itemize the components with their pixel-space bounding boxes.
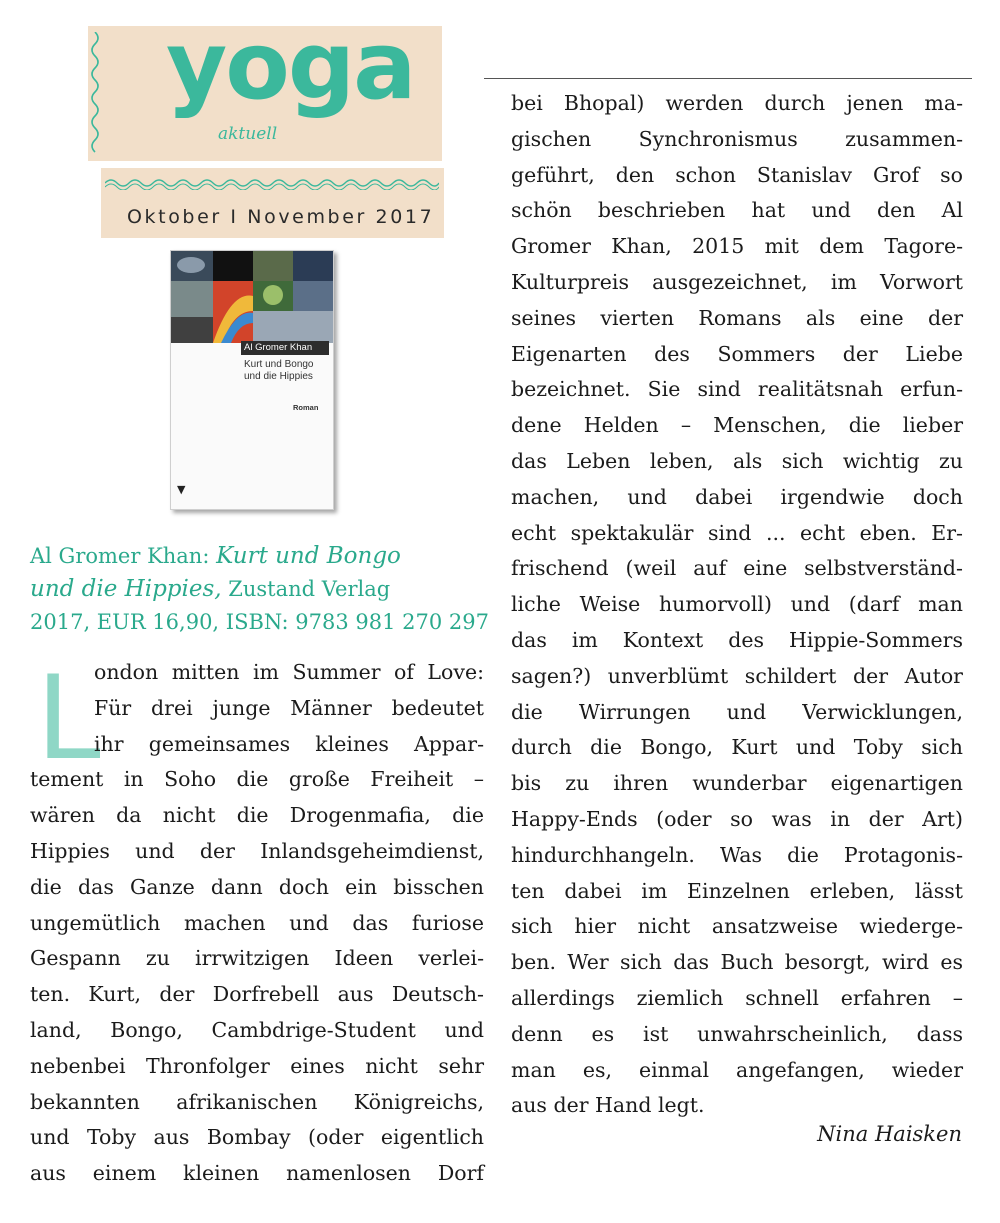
article-line: frischend (weil auf eine selbstverständ-: [511, 556, 963, 581]
credit-publisher: Zustand Verlag: [221, 577, 391, 601]
article-line: Kulturpreis ausgezeichnet, im Vorwort: [511, 269, 963, 294]
article-line: land, Bongo, Cambdrige-Student und: [30, 1017, 484, 1042]
article-line: ihr gemeinsames kleines Appar-: [94, 731, 484, 756]
article-line: sagen?) unverblümt schildert der Autor: [511, 663, 963, 688]
article-line: die Wirrungen und Verwicklungen,: [511, 699, 963, 724]
article-line: bekannten afrikanischen Königreichs,: [30, 1089, 484, 1114]
article-line: das Leben leben, als sich wichtig zu: [511, 448, 963, 473]
article-line: bis zu ihren wunderbar eigenartigen: [511, 771, 963, 796]
magazine-logo: yoga: [166, 12, 415, 121]
book-cover-author: Al Gromer Khan: [241, 341, 329, 355]
article-line: seines vierten Romans als eine der: [511, 305, 963, 330]
article-line: gischen Synchronismus zusammen-: [511, 126, 963, 151]
article-line: durch die Bongo, Kurt und Toby sich: [511, 735, 963, 760]
article-line: hindurchhangeln. Was die Protagonis-: [511, 842, 963, 867]
article-line: die das Ganze dann doch ein bisschen: [30, 874, 484, 899]
article-line: bezeichnet. Sie sind realitätsnah erfun-: [511, 377, 963, 402]
article-line: Eigenarten des Sommers der Liebe: [511, 341, 963, 366]
credit-title-cont: und die Hippies,: [30, 576, 222, 602]
article-line: echt spektakulär sind ... echt eben. Er-: [511, 520, 963, 545]
credit-line-1: [30, 540, 500, 573]
article-line: wären da nicht die Drogenmafia, die: [30, 803, 484, 828]
credit-line-2: [30, 573, 500, 606]
article-line: denn es ist unwahrscheinlich, dass: [511, 1021, 963, 1046]
wave-ornament-icon: [105, 176, 439, 190]
article-line: Hippies und der Inlandsgeheimdienst,: [30, 838, 484, 863]
article-line: das im Kontext des Hippie-Sommers: [511, 627, 963, 652]
magazine-masthead: [88, 12, 442, 161]
article-line: Gespann zu irrwitzigen Ideen verlei-: [30, 946, 484, 971]
article-line: Für drei junge Männer bedeutet: [94, 695, 484, 720]
publisher-logo-icon: ▼: [177, 483, 186, 496]
article-line: man es, einmal angefangen, wieder: [511, 1057, 963, 1082]
article-line: ondon mitten im Summer of Love:: [94, 660, 484, 684]
column-divider-rule: [484, 78, 972, 79]
article-line: ten. Kurt, der Dorfrebell aus Deutsch-: [30, 982, 484, 1007]
book-cover-image: [170, 250, 334, 510]
article-line: aus der Hand legt.: [511, 1093, 705, 1118]
credit-title: Kurt und Bongo: [216, 543, 401, 569]
article-line: aus einem kleinen namenlosen Dorf: [30, 1161, 484, 1186]
article-column-right: [511, 86, 963, 1124]
article-line: machen, und dabei irgendwie doch: [511, 484, 963, 509]
article-line: liche Weise humorvoll) und (darf man: [511, 592, 963, 617]
book-credit: [30, 540, 500, 639]
article-byline: Nina Haisken: [817, 1122, 962, 1146]
credit-author: Al Gromer Khan:: [30, 544, 217, 568]
magazine-logo-subtitle: aktuell: [218, 124, 278, 144]
article-line: geführt, den schon Stanislav Grof so: [511, 162, 963, 187]
article-line: und Toby aus Bombay (oder eigentlich: [30, 1125, 484, 1150]
article-line: schön beschrieben hat und den Al: [511, 198, 963, 223]
article-line: Gromer Khan, 2015 mit dem Tagore-: [511, 234, 963, 259]
issue-date: Oktober I November 2017: [127, 206, 435, 228]
drop-cap: L: [36, 651, 101, 786]
article-line: Happy-Ends (oder so was in der Art): [511, 806, 963, 831]
article-column-left: [30, 651, 484, 1192]
article-line: ungemütlich machen und das furiose: [30, 910, 484, 935]
article-line: allerdings ziemlich schnell erfahren –: [511, 985, 963, 1010]
article-line: bei Bhopal) werden durch jenen ma-: [511, 91, 963, 115]
article-line: ben. Wer sich das Buch besorgt, wird es: [511, 950, 963, 975]
credit-details: 2017, EUR 16,90, ISBN: 9783 981 270 297: [30, 610, 489, 634]
article-line: nebenbei Thronfolger eines nicht sehr: [30, 1053, 484, 1078]
article-line: sich hier nicht ansatzweise wiederge-: [511, 914, 963, 939]
issue-date-clipping: [101, 168, 444, 238]
article-line: tement in Soho die große Freiheit –: [30, 767, 484, 792]
book-cover-title: Kurt und Bongo und die Hippies: [244, 359, 314, 382]
article-line: ten dabei im Einzelnen erleben, lässt: [511, 878, 963, 903]
book-cover-collage: [171, 251, 333, 343]
article-line: dene Helden – Menschen, die lieber: [511, 413, 963, 438]
wave-ornament-icon: [88, 32, 102, 156]
book-cover-genre: Roman: [293, 403, 319, 412]
